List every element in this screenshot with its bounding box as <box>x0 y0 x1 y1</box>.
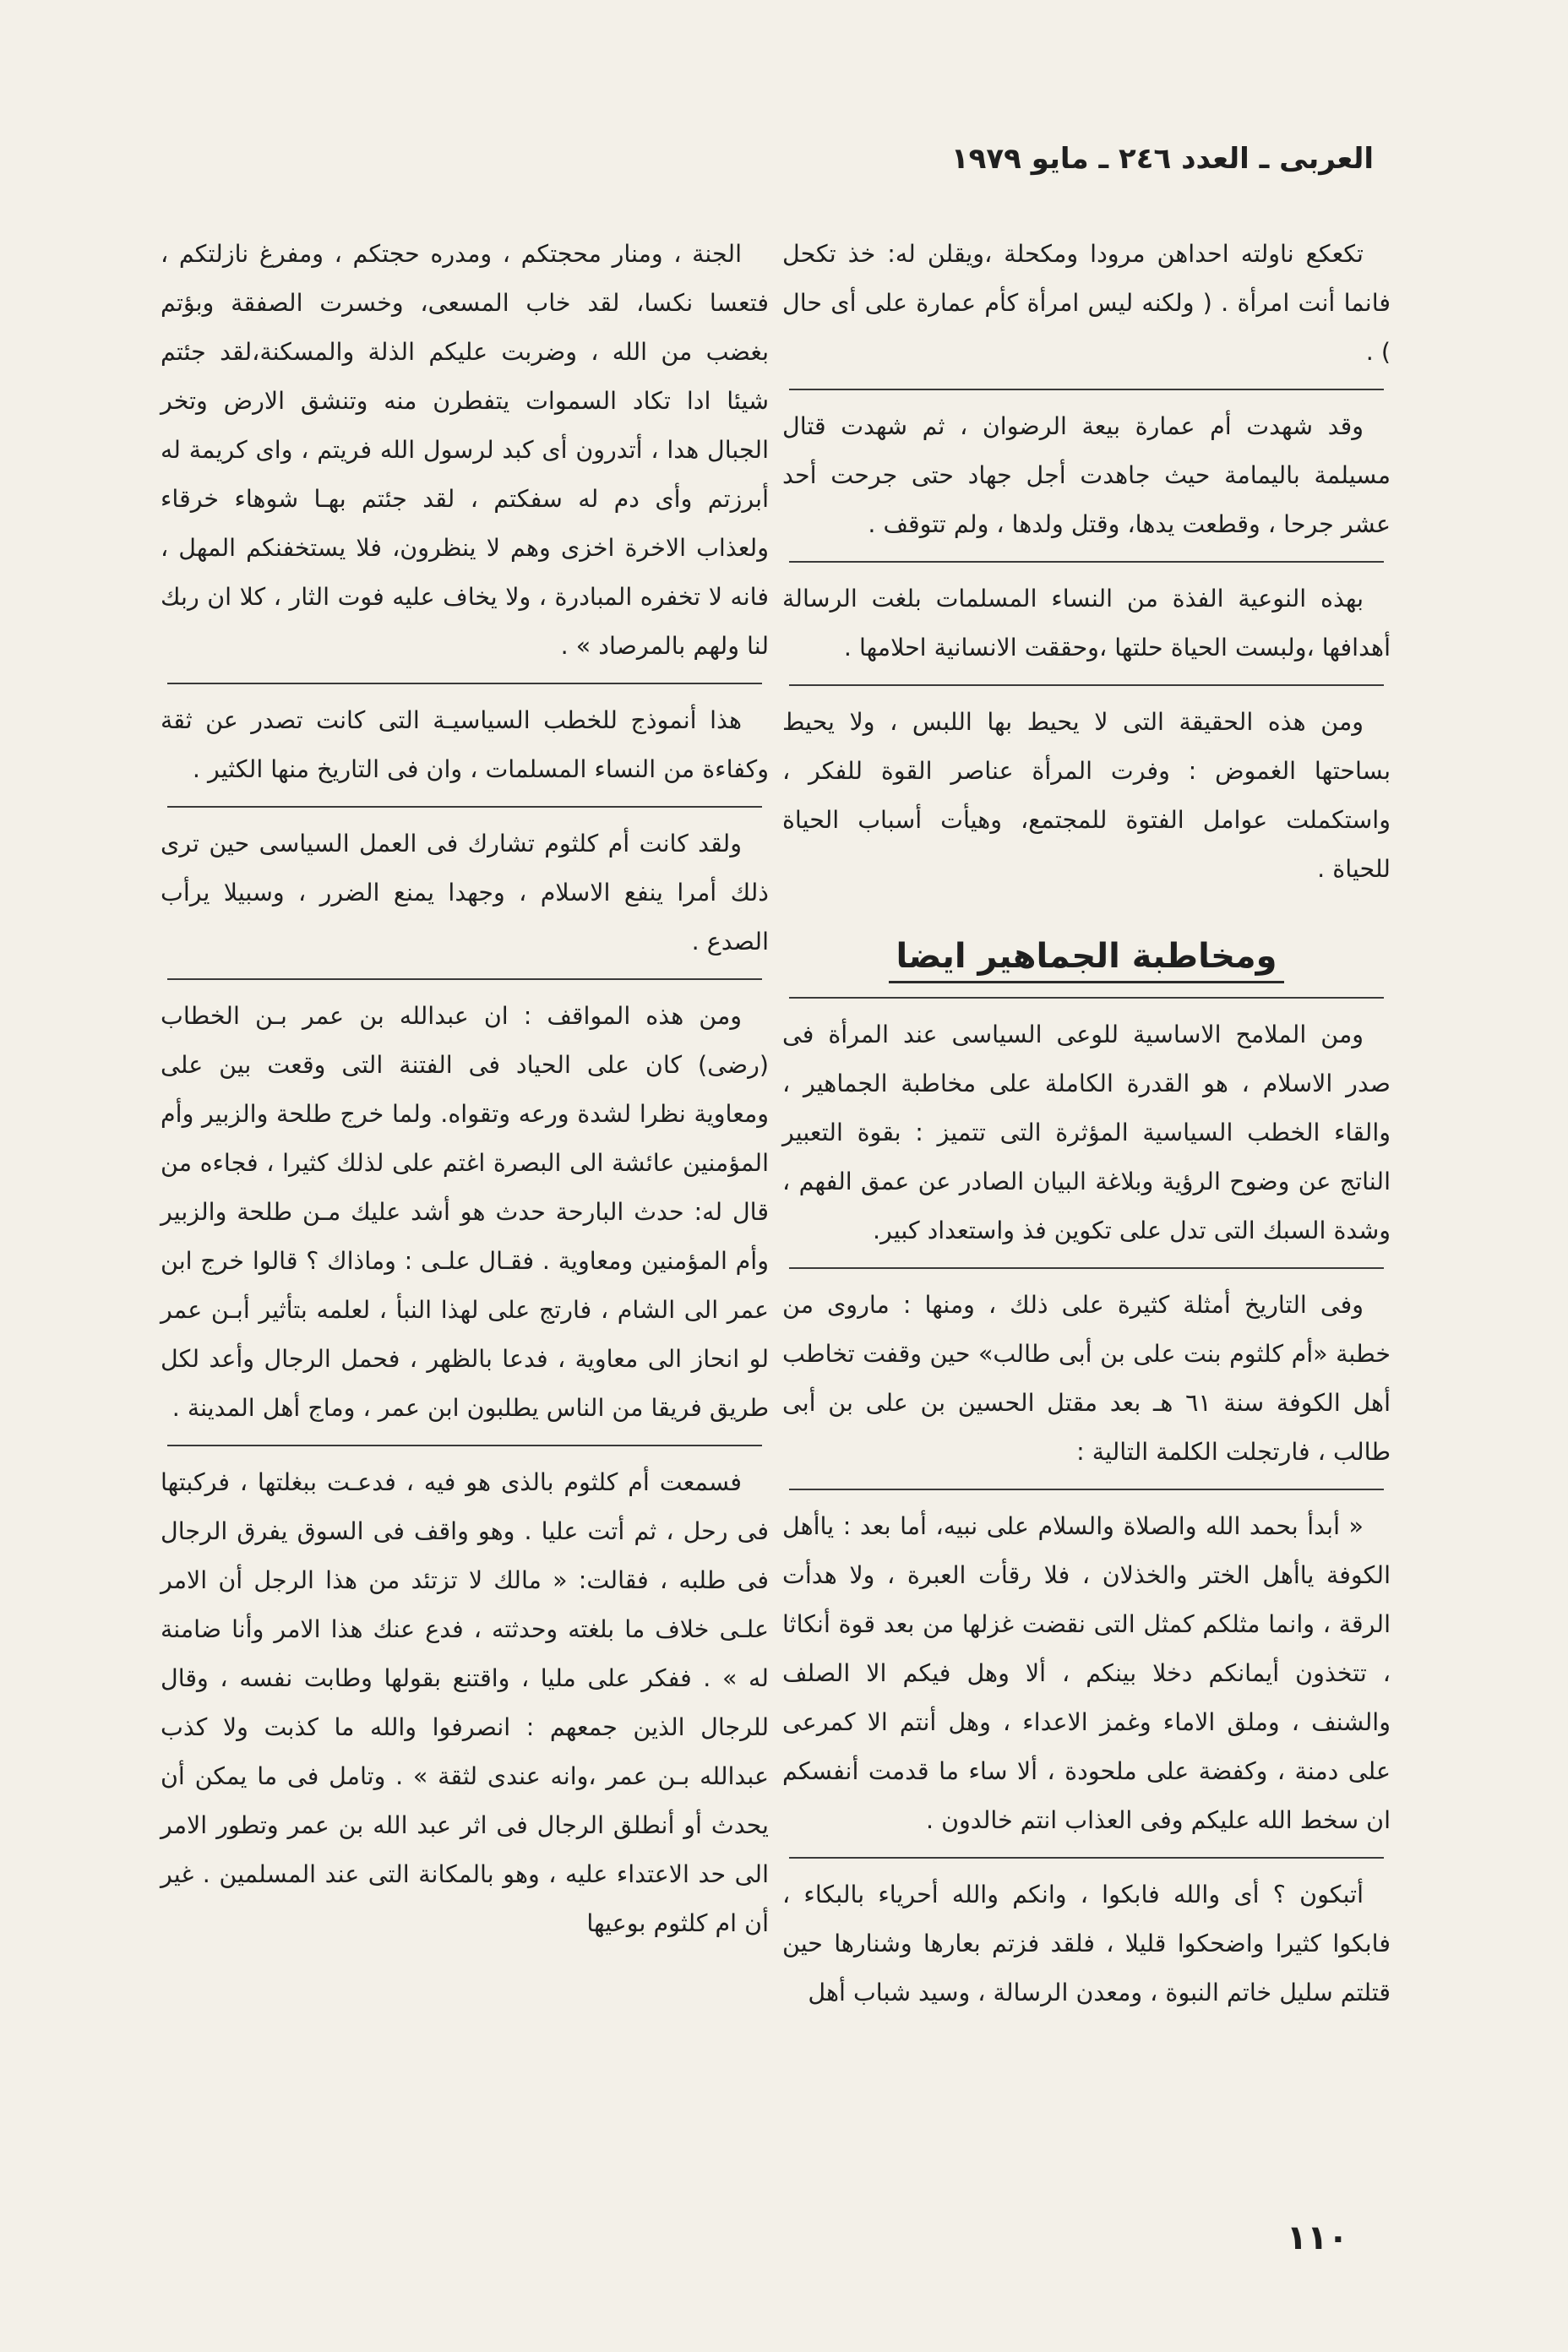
paragraph: الجنة ، ومنار محجتكم ، ومدره حجتكم ، ومفرغ نازلتكم ، فتعسا نكسا، لقد خاب المسعى، وخسرت الصفقة وبؤتم بغضب من الله ، وضربت عليكم الذلة والمسكنة،لقد جئتم شيئا ادا تكاد السموات يتفطرن منه وتنشق الارض وتخر الجبال هدا ، أتدرون أى كبد لرسول الله فريتم ، واى كريمة له أبرزتم وأى دم له سفكتم ، لقد جئتم بهـا شوهاء خرقاء ولعذاب الاخرة اخزى وهم لا ينظرون، فلا يستخفنكم المهل ، فانه لا تخفره المبادرة ، ولا يخاف عليه فوت الثار ، كلا ان ربك لنا ولهم بالمرصاد » . <box>161 240 769 660</box>
paragraph: وقد شهدت أم عمارة بيعة الرضوان ، ثم شهدت قتال مسيلمة باليمامة حيث جاهدت أجل جهاد حتى جرحت أحد عشر جرحا ، وقطعت يدها، وقتل ولدها ، ولم تتوقف . <box>782 412 1391 538</box>
divider <box>167 978 762 980</box>
paragraph: ومن الملامح الاساسية للوعى السياسى عند المرأة فى صدر الاسلام ، هو القدرة الكاملة على مخاطبة الجماهير ، والقاء الخطب السياسية المؤثرة التى تتميز : بقوة التعبير الناتج عن وضوح الرؤية وبلاغة البيان الصادر عن عمق الفهم ، وشدة السبك التى تدل على تكوين فذ واستعداد كبير. <box>782 1021 1391 1244</box>
paragraph: ولقد كانت أم كلثوم تشارك فى العمل السياسى حين ترى ذلك أمرا ينفع الاسلام ، وجهدا يمنع الضرر ، وسبيلا يرأب الصدع . <box>161 830 769 956</box>
divider <box>789 561 1384 563</box>
divider <box>789 1857 1384 1859</box>
paragraph: بهذه النوعية الفذة من النساء المسلمات بلغت الرسالة أهدافها ،ولبست الحياة حلتها ،وحققت الانسانية احلامها . <box>782 585 1391 662</box>
divider <box>167 806 762 808</box>
right-column <box>782 230 1391 2017</box>
divider <box>789 1267 1384 1269</box>
divider <box>789 997 1384 999</box>
divider <box>789 1489 1384 1490</box>
paragraph: تكعكع ناولته احداهن مرودا ومكحلة ،ويقلن له: خذ تكحل فانما أنت امرأة . ( ولكنه ليس امرأة كأم عمارة على أى حال ) . <box>782 240 1391 366</box>
divider <box>789 389 1384 390</box>
divider <box>167 1445 762 1446</box>
paragraph: « أبدأ بحمد الله والصلاة والسلام على نبيه، أما بعد : ياأهل الكوفة ياأهل الختر والخذلان ، فلا رقأت العبرة ، ولا هدأت الرقة ، وانما مثلكم كمثل التى نقضت غزلها من بعد قوة أنكاثا ، تتخذون أيمانكم دخلا بينكم ، ألا وهل فيكم الا الصلف والشنف ، وملق الاماء وغمز الاعداء ، وهل أنتم الا كمرعى على دمنة ، وكفضة على ملحودة ، ألا ساء ما قدمت أنفسكم ان سخط الله عليكم وفى العذاب انتم خالدون . <box>782 1512 1391 1834</box>
paragraph: فسمعت أم كلثوم بالذى هو فيه ، فدعـت ببغلتها ، فركبتها فى رحل ، ثم أتت عليا . وهو واقف فى السوق يفرق الرجال فى طلبه ، فقالت: « مالك لا تزتئد من هذا الرجل أن الامر علـى خلاف ما بلغته وحدثته ، فدع عنك هذا الامر وأنا ضامنة له » . ففكر على مليا ، واقتنع بقولها وطابت نفسه ، وقال للرجال الذين جمعهم : انصرفوا والله ما كذبت ولا كذب عبدالله بـن عمر ،وانه عندى لثقة » . وتامل فى ما يمكن أن يحدث أو أنطلق الرجال فى اثر عبد الله بن عمر وتطور الامر الى حد الاعتداء عليه ، وهو بالمكانة التى عند المسلمين . غير أن ام كلثوم بوعيها <box>161 1468 769 1937</box>
divider <box>789 684 1384 686</box>
section-subheading <box>782 931 1391 982</box>
paragraph: هذا أنموذج للخطب السياسيـة التى كانت تصدر عن ثقة وكفاءة من النساء المسلمات ، وان فى التاريخ منها الكثير . <box>161 706 769 783</box>
subheading-text: ومخاطبة الجماهير ايضا <box>889 937 1283 983</box>
page-number: ١١٠ <box>1286 2219 1348 2257</box>
paragraph: وفى التاريخ أمثلة كثيرة على ذلك ، ومنها : ماروى من خطبة «أم كلثوم بنت على بن أبى طالب» حين وقفت تخاطب أهل الكوفة سنة ٦١ هـ بعد مقتل الحسين بن على بن أبى طالب ، فارتجلت الكلمة التالية : <box>782 1291 1391 1466</box>
running-header: العربى ـ العدد ٢٤٦ ـ مايو ١٩٧٩ <box>950 142 1374 176</box>
left-column <box>161 230 769 1948</box>
paragraph: ومن هذه المواقف : ان عبدالله بن عمر بـن الخطاب (رضى) كان على الحياد فى الفتنة التى وقعت بين على ومعاوية نظرا لشدة ورعه وتقواه. ولما خرج طلحة والزبير وأم المؤمنين عائشة الى البصرة اغتم على لذلك كثيرا ، فجاءه من قال له: حدث البارحة حدث هو أشد عليك مـن طلحة والزبير وأم المؤمنين ومعاوية . فقـال علـى : وماذاك ؟ قالوا خرج ابن عمر الى الشام ، فارتج على لهذا النبأ ، لعلمه بتأثير أبـن عمر لو انحاز الى معاوية ، فدعا بالظهر ، فحمل الرجال وأعد لكل طريق فريقا من الناس يطلبون ابن عمر ، وماج أهل المدينة . <box>161 1002 769 1422</box>
paragraph: ومن هذه الحقيقة التى لا يحيط بها اللبس ، ولا يحيط بساحتها الغموض : وفرت المرأة عناصر القوة للفكر ، واستكملت عوامل الفتوة للمجتمع، وهيأت أسباب الحياة للحياة . <box>782 708 1391 883</box>
divider <box>167 683 762 684</box>
paragraph: أتبكون ؟ أى والله فابكوا ، وانكم والله أحرياء بالبكاء ، فابكوا كثيرا واضحكوا قليلا ، فلقد فزتم بعارها وشنارها حين قتلتم سليل خاتم النبوة ، ومعدن الرسالة ، وسيد شباب أهل <box>782 1881 1391 2006</box>
